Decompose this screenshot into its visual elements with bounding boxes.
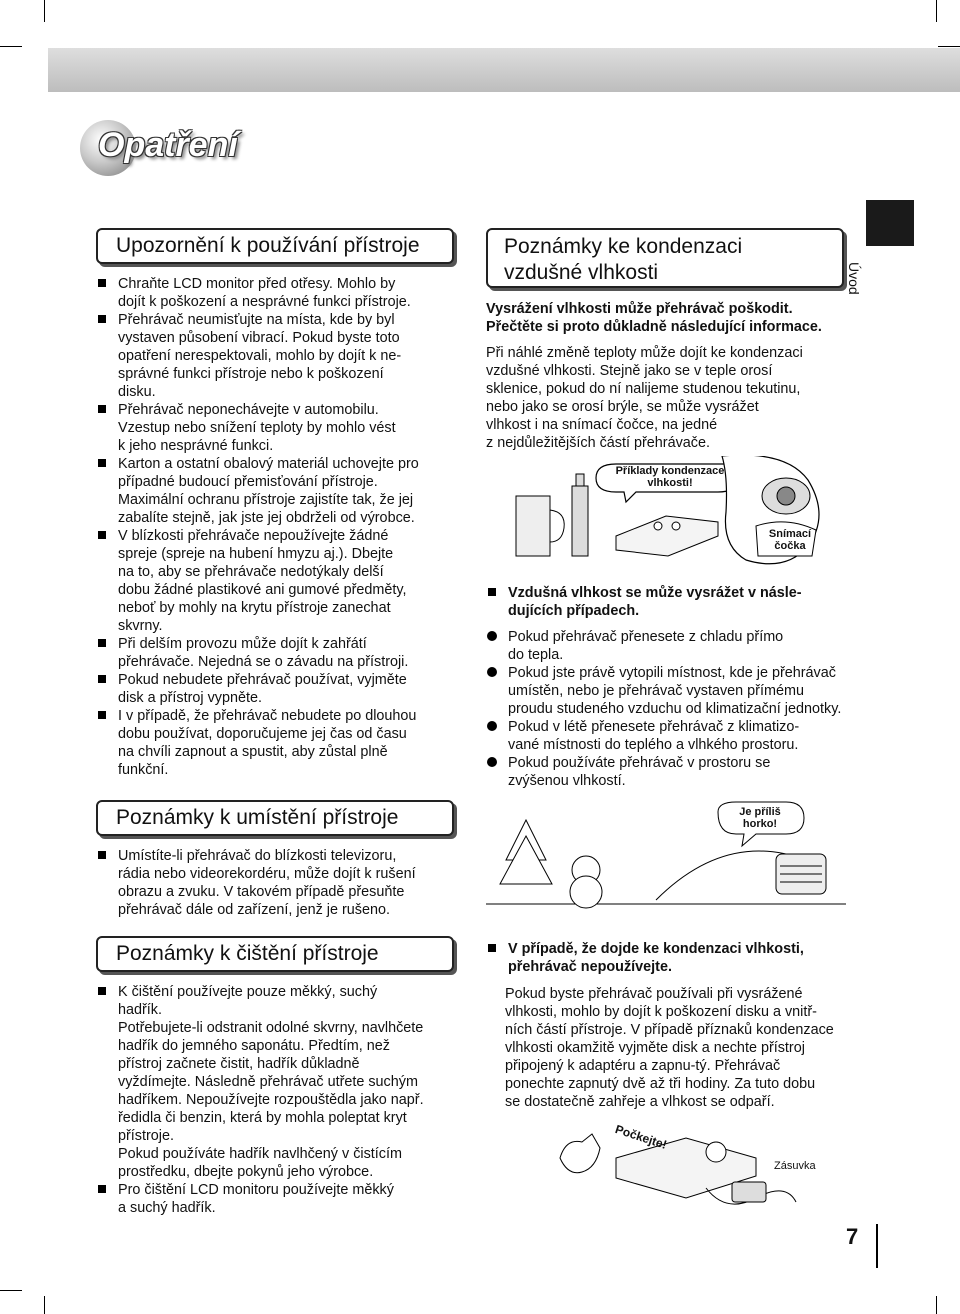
text-line: sklenice, pokud do ní nalijeme studenou tekutinu,	[486, 381, 801, 397]
list-item: prostředku, dbejte pokynů jeho výrobce.	[118, 1164, 374, 1180]
list-item: přístroj začnete čistit, hadřík důkladně	[118, 1056, 360, 1072]
cond-heading	[486, 940, 856, 976]
list-item: Umístíte-li přehrávač do blízkosti televizoru,	[96, 847, 466, 865]
text-line: z nejdůležitějších částí přehrávače.	[486, 435, 710, 451]
list-item: Pokud nebudete přehrávač používat, vyjměte	[96, 671, 466, 689]
list-item: Karton a ostatní obalový materiál uchovejte pro	[96, 455, 466, 473]
usage-list	[96, 275, 466, 779]
header-bar	[48, 48, 960, 92]
list-item: Pokud používáte přehrávač v prostoru se	[486, 754, 856, 772]
list-item: Vzestup nebo snížení teploty by mohlo vést	[118, 420, 396, 436]
list-item: a suchý hadřík.	[118, 1200, 216, 1216]
list-item: funkční.	[118, 762, 169, 778]
crop-mark	[44, 1296, 45, 1314]
too-hot-line: horko!	[742, 818, 778, 830]
placement-heading: Poznámky k umístění přístroje	[116, 806, 399, 829]
usage-heading-box	[96, 228, 454, 264]
socket-label: Zásuvka	[774, 1160, 816, 1172]
cleaning-list	[96, 983, 466, 1217]
list-item: K čištění používejte pouze měkký, suchý	[96, 983, 466, 1001]
list-item: případné budoucí přemisťování přístroje.	[118, 474, 378, 490]
text-line: nebo jako se orosí brýle, se může vysrážet	[486, 399, 759, 415]
list-item: zvýšenou vlhkostí.	[508, 773, 626, 789]
list-item: Pokud přehrávač přenesete z chladu přímo	[486, 628, 856, 646]
list-item: přehrávač dále od zařízení, jenž je rušeno.	[118, 902, 390, 918]
warning-line: Přečtěte si proto důkladně následující informace.	[486, 319, 822, 335]
text-line: připojený k adaptéru a zapnu-tý. Přehrávač	[505, 1058, 781, 1074]
list-item: do tepla.	[508, 647, 564, 663]
list-item: disk a přístroj vypněte.	[118, 690, 262, 706]
examples-caption	[600, 465, 740, 489]
lens-caption	[760, 528, 820, 552]
cases-heading-line: dujících případech.	[508, 603, 640, 619]
text-line: vlhkosti, mohlo by dojít k poškození disku a vnitř-	[505, 1004, 817, 1020]
list-item: ředidla či benzin, která by mohla poleptat kryt	[118, 1110, 407, 1126]
cond-heading-line: V případě, že dojde ke kondenzaci vlhkosti,	[486, 940, 856, 958]
crop-mark	[0, 46, 22, 47]
placement-list	[96, 847, 466, 919]
crop-mark	[936, 0, 937, 22]
text-line: se dostatečně zahřeje a vlhkost se odpaří.	[505, 1094, 775, 1110]
list-item: správné funkci přístroje nebo k poškození	[118, 366, 384, 382]
condensation-heading-line2: vzdušné vlhkosti	[504, 261, 659, 284]
list-item: V blízkosti přehrávače nepoužívejte žádné	[96, 527, 466, 545]
list-item: Pokud používáte hadřík navlhčený v čistícím	[118, 1146, 402, 1162]
cleaning-heading: Poznámky k čištění přístroje	[116, 942, 379, 965]
list-item: dobu žádné plastikové ani gumové předměty,	[118, 582, 407, 598]
too-hot-line: Je příliš	[739, 806, 781, 818]
list-item: na chvíli zapnout a spustit, aby zůstal plně	[118, 744, 388, 760]
list-item: Přehrávač neponechávejte v automobilu.	[96, 401, 466, 419]
cond-text	[505, 985, 855, 1111]
list-item: Pro čištění LCD monitoru používejte měkký	[96, 1181, 466, 1199]
crop-mark	[44, 0, 45, 22]
usage-heading: Upozornění k používání přístroje	[116, 234, 420, 257]
crop-mark	[938, 46, 960, 47]
list-item: Maximální ochranu přístroje zajistíte tak, že jej	[118, 492, 414, 508]
list-item: hadřík.	[118, 1002, 162, 1018]
lens-caption-line: Snímací	[768, 528, 812, 540]
list-item: disku.	[118, 384, 156, 400]
list-item: skvrny.	[118, 618, 163, 634]
page-number-rule	[876, 1224, 878, 1268]
page-number: 7	[846, 1224, 859, 1249]
list-item: proudu studeného vzduchu od klimatizační jednotky.	[508, 701, 842, 717]
list-item: Přehrávač neumisťujte na místa, kde by byl	[96, 311, 466, 329]
intro-text	[486, 344, 856, 452]
list-item: umístěn, nebo je přehrávač vystaven přímému	[508, 683, 804, 699]
too-hot-bubble	[720, 806, 800, 830]
text-line: vzdušné vlhkosti. Stejně jako se v teple orosí	[486, 363, 773, 379]
cases-list	[486, 628, 856, 790]
list-item: Potřebujete-li odstranit odolné skvrny, navlhčete	[118, 1020, 424, 1036]
list-item: obrazu a zvuku. V takovém případě přesuňte	[118, 884, 405, 900]
crop-mark	[936, 1296, 937, 1314]
text-line: vlhkosti okamžitě vyjměte disk a nechte přístroj	[505, 1040, 805, 1056]
text-line: Pokud byste přehrávač používali při vysrážené	[505, 986, 803, 1002]
list-item: vané místnosti do teplého a vlhkého prostoru.	[508, 737, 799, 753]
list-item: vyždímejte. Následně přehrávač utřete suchým	[118, 1074, 418, 1090]
list-item: rádia nebo videorekordéru, může dojít k rušení	[118, 866, 416, 882]
text-line: ních částí přístroje. V případě příznaků kondenzace	[505, 1022, 834, 1038]
examples-caption-line: Příklady kondenzace	[615, 465, 725, 477]
warning-text	[486, 300, 856, 336]
crop-mark	[0, 1290, 22, 1291]
condensation-heading-box	[486, 228, 844, 288]
cases-heading	[486, 584, 856, 620]
list-item: dojít k poškození a nesprávné funkci přístroje.	[118, 294, 411, 310]
list-item: Při delším provozu může dojít k zahřátí	[96, 635, 466, 653]
wait-caption: Počkejte!	[613, 1122, 669, 1152]
text-line: ponechte zapnutý dvě až tři hodiny. Za tuto dobu	[505, 1076, 816, 1092]
condensation-heading-line1: Poznámky ke kondenzaci	[504, 235, 743, 258]
lens-caption-line: čočka	[774, 540, 806, 552]
examples-caption-line: vlhkosti!	[647, 477, 693, 489]
cases-heading-line: Vzdušná vlhkost se může vysrážet v násle-	[486, 584, 856, 602]
list-item: Chraňte LCD monitor před otřesy. Mohlo by	[96, 275, 466, 293]
list-item: neboť by mohly na krytu přístroje zanechat	[118, 600, 391, 616]
list-item: přístroje.	[118, 1128, 174, 1144]
list-item: opatření nerespektovali, mohlo by dojít k ne-	[118, 348, 402, 364]
text-line: vlhkost i na snímací čočce, na jedné	[486, 417, 718, 433]
cond-heading-line: přehrávač nepoužívejte.	[508, 959, 672, 975]
list-item: vystaven působení vibrací. Pokud byste toto	[118, 330, 400, 346]
placement-heading-box	[96, 800, 454, 836]
list-item: Pokud jste právě vytopili místnost, kde je přehrávač	[486, 664, 856, 682]
cleaning-heading-box	[96, 936, 454, 972]
side-tab-label: Úvod	[846, 262, 862, 295]
side-tab	[866, 200, 914, 246]
list-item: dobu používat, doporučujeme jej čas od času	[118, 726, 407, 742]
list-item: Pokud v létě přenesete přehrávač z klimatizo-	[486, 718, 856, 736]
list-item: přehrávače. Nejedná se o závadu na přístroji.	[118, 654, 409, 670]
list-item: na to, aby se přehrávače nedotýkaly delší	[118, 564, 384, 580]
list-item: zabalíte stejně, jak jste jej obdrželi od výrobce.	[118, 510, 415, 526]
list-item: spreje (spreje na hubení hmyzu aj.). Dbejte	[118, 546, 394, 562]
warning-line: Vysrážení vlhkosti může přehrávač poškodit.	[486, 301, 793, 317]
list-item: I v případě, že přehrávač nebudete po dlouhou	[96, 707, 466, 725]
list-item: k jeho nesprávné funkci.	[118, 438, 274, 454]
list-item: hadřík do jemného saponátu. Předtím, než	[118, 1038, 390, 1054]
page-title: Opatření	[98, 126, 238, 164]
text-line: Při náhlé změně teploty může dojít ke kondenzaci	[486, 345, 803, 361]
list-item: hadříkem. Nepoužívejte rozpouštědla jako např.	[118, 1092, 424, 1108]
